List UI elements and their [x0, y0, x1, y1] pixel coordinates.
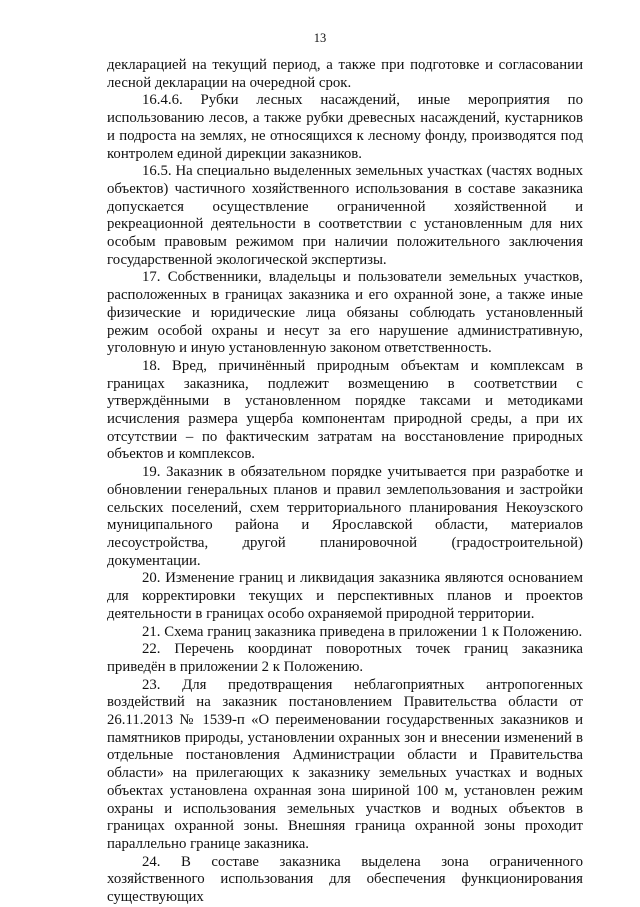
paragraph-21: 21. Схема границ заказника приведена в приложении 1 к Положению. — [142, 623, 583, 640]
paragraph-16-5: 16.5. На специально выделенных земельных участках (частях водных объектов) частичного хозяйственного использования в составе заказника допускается осуществление ограниченной хозяйственной и рекреационной деятельности в соответствии с установленным для них особым правовым режимом при наличии положительного заключения государственной экологической экспертизы. — [107, 163, 583, 268]
paragraph-continuation: декларацией на текущий период, а также при подготовке и согласовании лесной декларации на очередной срок. — [107, 57, 583, 91]
page-number: 13 — [313, 31, 327, 45]
document-body — [107, 57, 583, 907]
paragraph-24: 24. В составе заказника выделена зона ограниченного хозяйственного использования для обеспечения функционирования существующих — [107, 853, 583, 906]
paragraph-16-4-6: 16.4.6. Рубки лесных насаждений, иные мероприятия по использованию лесов, а также рубки древесных насаждений, кустарников и подроста на землях, не относящихся к лесному фонду, производятся под контролем единой дирекции заказников. — [107, 92, 583, 162]
paragraph-23: 23. Для предотвращения неблагоприятных антропогенных воздействий на заказник постановлением Правительства области от 26.11.2013 № 1539-п «О переименовании государственных заказников и памятников природы, установлении охранных зон и внесении изменений в отдельные постановления Администрации области и Правительства области» на прилегающих к заказнику земельных участках и водных объектах установлена охранная зона шириной 100 м, установлен режим охраны и использования земельных участков и водных объектов в границах охранной зоны. Внешняя граница охранной зоны проходит параллельно границе заказника. — [107, 676, 583, 852]
paragraph-17: 17. Собственники, владельцы и пользователи земельных участков, расположенных в границах заказника и его охранной зоне, а также иные физические и юридические лица обязаны соблюдать установленный режим особой охраны и несут за его нарушение административную, уголовную и иную установленную законом ответственность. — [107, 269, 583, 357]
paragraph-22: 22. Перечень координат поворотных точек границ заказника приведён в приложении 2 к Положению. — [107, 641, 583, 675]
paragraph-20: 20. Изменение границ и ликвидация заказника являются основанием для корректировки текущих и перспективных планов и проектов деятельности в границах особо охраняемой природной территории. — [107, 570, 583, 622]
paragraph-18: 18. Вред, причинённый природным объектам и комплексам в границах заказника, подлежит возмещению в соответствии с утверждёнными в установленном порядке таксами и методиками исчисления размера ущерба компонентам природной среды, а при их отсутствии – по фактическим затратам на восстановление природных объектов и комплексов. — [107, 357, 583, 463]
paragraph-19: 19. Заказник в обязательном порядке учитывается при разработке и обновлении генеральных планов и правил землепользования и застройки сельских поселений, схем территориального планирования Некоузского муниципального района и Ярославской области, материалов лесоустройства, другой планировочной (градостроительной) документации. — [107, 464, 583, 569]
